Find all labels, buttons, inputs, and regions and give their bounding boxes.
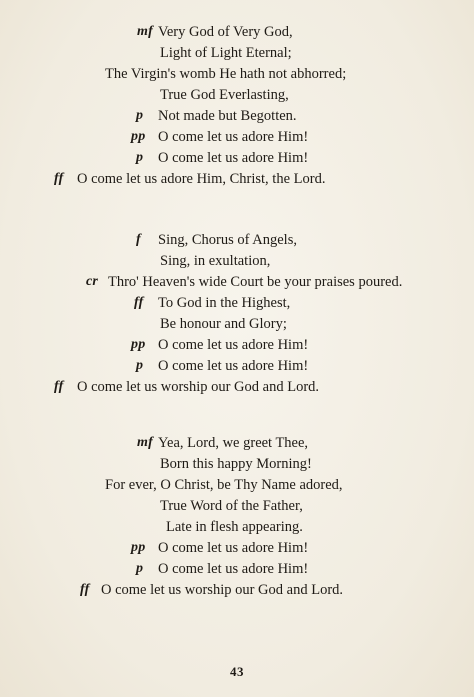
verse-text: Born this happy Morning! <box>160 456 312 472</box>
verse-text: O come let us adore Him! <box>158 150 309 166</box>
verse-text: Sing, in exultation, <box>160 253 271 269</box>
verse-text: Not made but Begotten. <box>158 108 297 124</box>
verse-text: For ever, O Christ, be Thy Name adored, <box>105 477 343 493</box>
dynamic-marking: pp <box>131 337 146 352</box>
dynamic-marking: pp <box>131 129 146 144</box>
verse-text: Thro' Heaven's wide Court be your praises poured. <box>108 274 403 290</box>
verse-text: True Word of the Father, <box>160 498 303 514</box>
verse-text: To God in the Highest, <box>158 295 291 311</box>
dynamic-marking: ff <box>54 379 64 394</box>
page-number: 43 <box>230 664 244 679</box>
dynamic-marking: f <box>136 232 141 247</box>
verse-text: Yea, Lord, we greet Thee, <box>158 435 309 451</box>
verse-text: The Virgin's womb He hath not abhorred; <box>105 66 347 82</box>
verse-text: Late in flesh appearing. <box>166 519 303 535</box>
dynamic-marking: p <box>136 561 144 576</box>
dynamic-marking: pp <box>131 540 146 555</box>
verse-text: True God Everlasting, <box>160 87 289 103</box>
dynamic-marking: ff <box>54 171 64 186</box>
dynamic-marking: mf <box>137 24 153 39</box>
verse-text: Light of Light Eternal; <box>160 45 292 61</box>
verse-text: O come let us adore Him! <box>158 561 309 577</box>
verse-text: O come let us adore Him! <box>158 129 309 145</box>
dynamic-marking: ff <box>80 582 90 597</box>
verse-text: O come let us worship our God and Lord. <box>101 582 344 598</box>
dynamic-marking: p <box>136 358 144 373</box>
verse-text: O come let us adore Him! <box>158 337 309 353</box>
verse-text: Be honour and Glory; <box>160 316 287 332</box>
verse-text: O come let us worship our God and Lord. <box>77 379 320 395</box>
verse-text: O come let us adore Him! <box>158 540 309 556</box>
verse-text: Sing, Chorus of Angels, <box>158 232 297 248</box>
dynamic-marking: ff <box>134 295 144 310</box>
verse-text: O come let us adore Him, Christ, the Lord. <box>77 171 326 187</box>
verse-text: O come let us adore Him! <box>158 358 309 374</box>
dynamic-marking: mf <box>137 435 153 450</box>
dynamic-marking: cr <box>86 274 99 289</box>
verse-text: Very God of Very God, <box>158 24 293 40</box>
dynamic-marking: p <box>136 108 144 123</box>
dynamic-marking: p <box>136 150 144 165</box>
